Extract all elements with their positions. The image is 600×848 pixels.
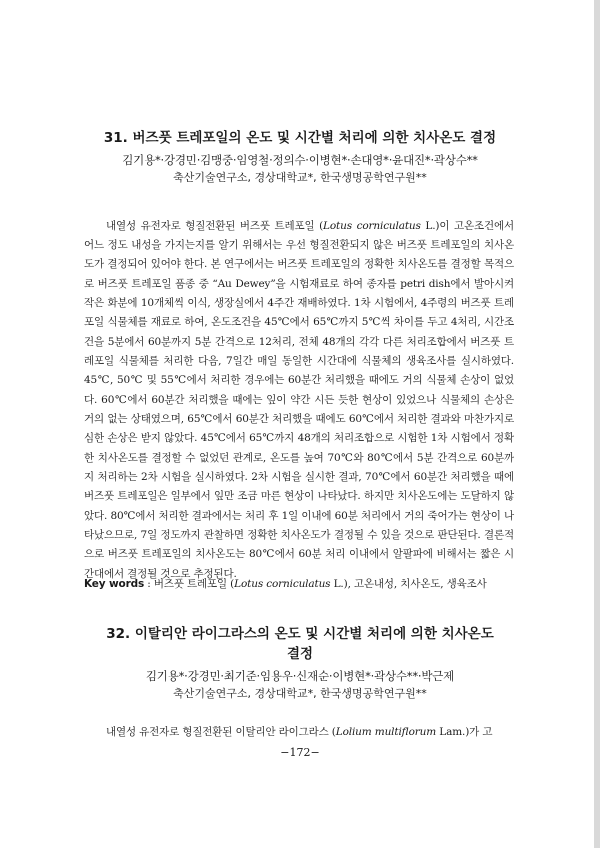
keywords-species: Lotus corniculatus	[234, 578, 331, 590]
article-title-line-2: 결정	[286, 646, 314, 662]
page-number: −172−	[280, 746, 320, 759]
author-list: 김기용*·강경민·최기준·임용우·신재순·이병현*·곽상수**·박근제	[145, 669, 455, 683]
abstract-text-b: L.)이 고온조건에서 어느 정도 내성을 가지는지를 알기 위해서는 우선 형질전환되지 않은 버즈풋 트레포일의 치사온도가 결정되어 있어야 한다. 본 연구에서는 버즈풋 트레포일의 정확한 치사온도를 결정할 목적으로 버즈풋 트레포일 품종 중 “Au Dewey”을 시험재료로 하여 종자를 petri dish에서 발아시켜 작은 화분에 10개체씩 이식, 생장실에서 4주간 재배하였다. 1차 시험에서, 4주령의 버즈풋 트레포일 식물체를 재료로 하여, 온도조건을 45℃에서 65℃까지 5℃씩 차이를 두고 4처리, 시간조건을 5분에서 60분까지 5분 간격으로 12처리, 전체 48개의 각각 다른 처리조합에서 버즈풋 트레포일 식물체를 처리한 다음, 7일간 매일 동일한 시간대에 식물체의 생육조사를 실시하였다. 45℃, 50℃ 및 55℃에서 처리한 경우에는 60분간 처리했을 때에도 거의 식물체 손상이 없었다. 60℃에서 60분간 처리했을 때에는 잎이 약간 시든 듯한 현상이 있었으나 식물체의 손상은 거의 없는 상태였으며, 65℃에서 60분간 처리했을 때에도 60℃에서 처리한 결과와 마찬가지로 심한 손상은 받지 않았다. 45℃에서 65℃까지 48개의 처리조합으로 시험한 1차 시험에서 정확한 치사온도를 결정할 수 없었던 관계로, 온도를 높여 70℃와 80℃에서 5분 간격으로 60분까지 처리하는 2차 시험을 실시하였다. 2차 시험을 실시한 결과, 70℃에서 60분간 처리했을 때에 버즈풋 트레포일은 일부에서 잎만 조금 마른 현상이 나타났다. 하지만 치사온도에는 도달하지 않았다. 80℃에서 처리한 결과에서는 처리 후 1일 이내에 60분 처리에서 거의 죽어가는 현상이 나타났으므로, 7일 정도까지 관찰하면 정확한 치사온도가 결정될 수 있을 것으로 판단된다. 결론적으로 버즈풋 트레포일의 치사온도는 80℃에서 60분 처리 이내에서 알팔파에 비해서는 짧은 시간대에서 결정될 것으로 추정된다.	[84, 219, 514, 580]
article-title: 31. 버즈풋 트레포일의 온도 및 시간별 처리에 의한 치사온도 결정	[103, 130, 497, 146]
keywords-text-a: : 버즈풋 트레포일 (	[144, 578, 235, 590]
affiliation: 축산기술연구소, 경상대학교*, 한국생명공학연구원**	[173, 687, 427, 700]
keywords-line	[84, 575, 514, 594]
abstract-body	[84, 217, 514, 585]
species-name: Lotus corniculatus	[323, 219, 421, 232]
keywords-text-b: L.), 고온내성, 치사온도, 생육조사	[330, 578, 487, 590]
keywords-label: Key words	[84, 578, 145, 590]
article-32	[0, 624, 600, 738]
species-name: Lolium multiflorum	[335, 725, 437, 738]
author-list: 김기용*·강경민·김맹중·임영철·정의수·이병현*·손대영*·윤대진*·곽상수**	[122, 153, 478, 167]
abstract-text-b: Lam.)가 고	[436, 725, 493, 738]
article-31	[0, 128, 600, 590]
abstract-text-a: 내열성 유전자로 형질전환된 버즈풋 트레포일 (	[106, 219, 324, 232]
abstract-body	[84, 723, 514, 742]
affiliation: 축산기술연구소, 경상대학교*, 한국생명공학연구원**	[173, 171, 427, 184]
article-title-line-1: 32. 이탈리안 라이그라스의 온도 및 시간별 처리에 의한 치사온도	[106, 626, 494, 642]
abstract-text-a: 내열성 유전자로 형질전환된 이탈리안 라이그라스 (	[106, 725, 336, 738]
